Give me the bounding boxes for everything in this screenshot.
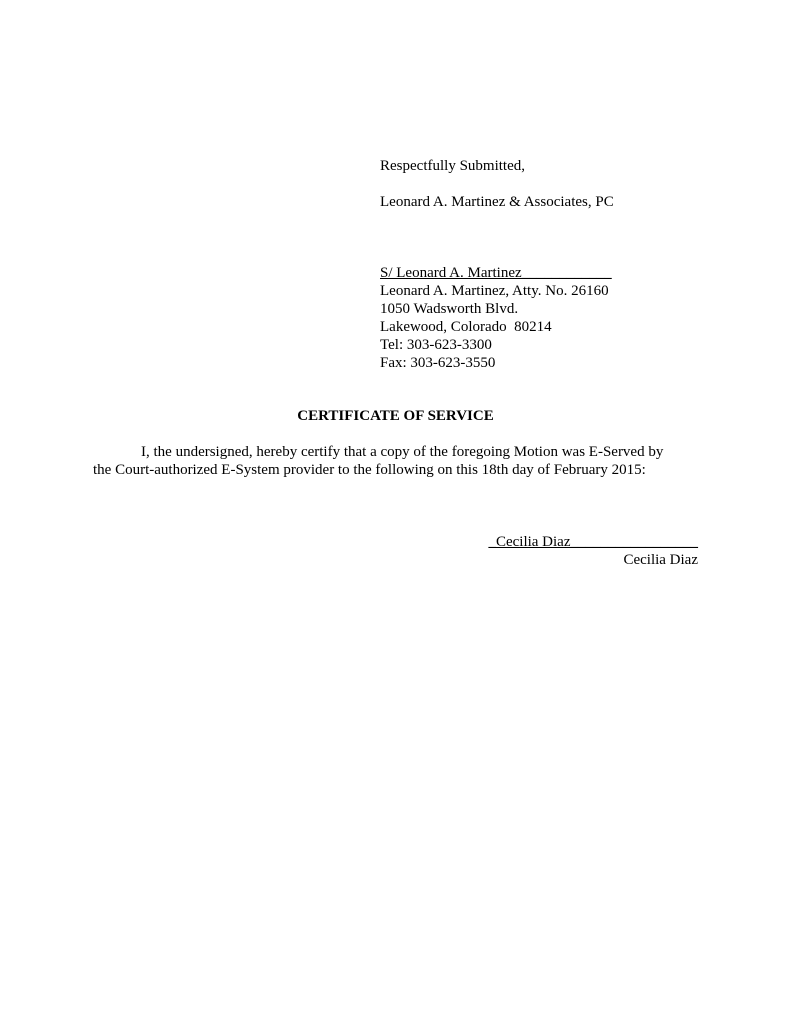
- telephone: Tel: 303-623-3300: [380, 337, 492, 353]
- certificate-body-line-1: I, the undersigned, hereby certify that a copy of the foregoing Motion was E-Served by: [141, 444, 664, 460]
- certificate-heading: CERTIFICATE OF SERVICE: [297, 408, 494, 424]
- closing-respectfully: Respectfully Submitted,: [380, 158, 525, 174]
- server-name: Cecilia Diaz: [623, 552, 698, 568]
- address-line-1: 1050 Wadsworth Blvd.: [380, 301, 519, 317]
- server-signature-line: _Cecilia Diaz_________________: [488, 534, 698, 550]
- attorney-name: Leonard A. Martinez, Atty. No. 26160: [380, 283, 609, 299]
- address-line-2: Lakewood, Colorado 80214: [380, 319, 552, 335]
- firm-name: Leonard A. Martinez & Associates, PC: [380, 194, 614, 210]
- certificate-body-line-2: the Court-authorized E-System provider to the following on this 18th day of February 2015:: [93, 462, 646, 478]
- attorney-signature-line: S/ Leonard A. Martinez____________: [380, 265, 612, 281]
- fax: Fax: 303-623-3550: [380, 355, 496, 371]
